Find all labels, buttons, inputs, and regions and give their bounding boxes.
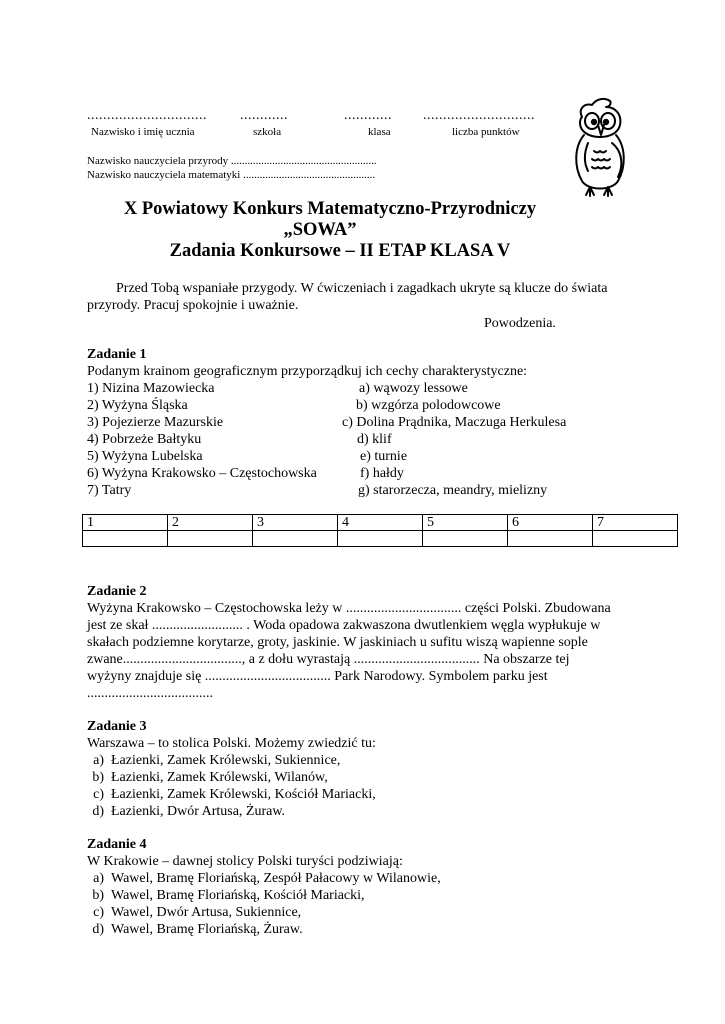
class-label: klasa — [368, 126, 391, 138]
list-item[interactable]: d) Wawel, Bramę Floriańską, Żuraw. — [92, 922, 303, 937]
answer-cell[interactable] — [593, 531, 678, 547]
table-header-cell: 6 — [508, 515, 593, 531]
list-item[interactable]: a) Wawel, Bramę Floriańską, Zespół Pałacowy w Wilanowie, — [93, 871, 441, 886]
task3-question: Warszawa – to stolica Polski. Możemy zwiedzić tu: — [87, 736, 376, 751]
school-blank: ............ — [240, 108, 288, 123]
intro-line-2: przyrody. Pracuj spokojnie i uważnie. — [87, 298, 299, 313]
task2-line: wyżyny znajduje się .................................... Park Narodowy. Symbolem parku jest — [87, 669, 548, 684]
list-item[interactable]: c) Wawel, Dwór Artusa, Sukiennice, — [93, 905, 302, 920]
feature-item: g) starorzecza, meandry, mielizny — [358, 483, 548, 498]
region-item: 3) Pojezierze Mazurskie — [87, 415, 224, 430]
feature-item: a) wąwozy lessowe — [359, 381, 468, 396]
answer-cell[interactable] — [83, 531, 168, 547]
table-row — [83, 531, 678, 547]
student-name-blank: .............................. — [87, 108, 207, 123]
task1-heading: Zadanie 1 — [87, 347, 147, 362]
task2-line: .................................... — [87, 686, 213, 701]
list-item[interactable]: b) Łazienki, Zamek Królewski, Wilanów, — [92, 770, 328, 785]
task2-heading: Zadanie 2 — [87, 584, 147, 599]
table-header-cell: 3 — [253, 515, 338, 531]
region-item: 2) Wyżyna Śląska — [87, 398, 188, 413]
task2-line: skałach podziemne korytarze, groty, jaskinie. W jaskiniach u sufitu wiszą wapienne sople — [87, 635, 588, 650]
contest-name: „SOWA” — [283, 220, 357, 240]
list-item[interactable]: c) Łazienki, Zamek Królewski, Kościół Mariacki, — [93, 787, 376, 802]
intro-line-1: Przed Tobą wspaniałe przygody. W ćwiczeniach i zagadkach ukryte są klucze do świata — [116, 281, 608, 296]
region-item: 4) Pobrzeże Bałtyku — [87, 432, 202, 447]
teacher-science-line: Nazwisko nauczyciela przyrody ..................................................... — [87, 155, 377, 167]
table-header-cell: 1 — [83, 515, 168, 531]
task4-heading: Zadanie 4 — [87, 837, 147, 852]
table-header-cell: 4 — [338, 515, 423, 531]
table-header-cell: 2 — [168, 515, 253, 531]
feature-item: b) wzgórza polodowcowe — [356, 398, 501, 413]
contest-title: X Powiatowy Konkurs Matematyczno-Przyrodniczy — [123, 199, 537, 219]
points-blank: ............................ — [423, 108, 535, 123]
task2-line: Wyżyna Krakowsko – Częstochowska leży w ................................. części Polski. Zbudowana — [87, 601, 611, 616]
answer-cell[interactable] — [338, 531, 423, 547]
answer-table — [82, 514, 678, 547]
feature-item: d) klif — [357, 432, 392, 447]
task2-line: jest ze skał .......................... . Woda opadowa zakwaszona dwutlenkiem węgla wypłukuje w — [87, 618, 601, 633]
feature-item: c) Dolina Prądnika, Maczuga Herkulesa — [342, 415, 567, 430]
owl-icon — [560, 95, 640, 205]
region-item: 5) Wyżyna Lubelska — [87, 449, 203, 464]
student-name-label: Nazwisko i imię ucznia — [91, 126, 195, 138]
feature-item: f) hałdy — [360, 466, 404, 481]
task4-question: W Krakowie – dawnej stolicy Polski turyści podziwiają: — [87, 854, 403, 869]
task1-regions — [87, 380, 317, 499]
task1-features — [342, 380, 567, 499]
task4-options — [82, 870, 441, 938]
answer-cell[interactable] — [508, 531, 593, 547]
teacher-math-line: Nazwisko nauczyciela matematyki ................................................ — [87, 169, 376, 181]
region-item: 1) Nizina Mazowiecka — [87, 381, 215, 396]
list-item[interactable]: b) Wawel, Bramę Floriańską, Kościół Mariacki, — [92, 888, 365, 903]
answer-cell[interactable] — [253, 531, 338, 547]
intro-closing: Powodzenia. — [484, 316, 556, 331]
stage-title: Zadania Konkursowe – II ETAP KLASA V — [169, 241, 511, 261]
task2-line: zwane.................................., a z dołu wyrastają .................................... Na obszarze tej — [87, 652, 570, 667]
region-item: 6) Wyżyna Krakowsko – Częstochowska — [87, 466, 317, 481]
task3-options — [82, 752, 376, 820]
task3-heading: Zadanie 3 — [87, 719, 147, 734]
answer-cell[interactable] — [423, 531, 508, 547]
region-item: 7) Tatry — [87, 483, 132, 498]
answer-cell[interactable] — [168, 531, 253, 547]
list-item[interactable]: d) Łazienki, Dwór Artusa, Żuraw. — [92, 804, 286, 819]
table-header-cell: 7 — [593, 515, 678, 531]
table-row — [83, 515, 678, 531]
task2-text — [87, 600, 611, 702]
class-blank: ............ — [344, 108, 392, 123]
points-label: liczba punktów — [452, 126, 520, 138]
school-label: szkoła — [253, 126, 282, 138]
task1-instruction: Podanym krainom geograficznym przyporządkuj ich cechy charakterystyczne: — [87, 364, 528, 379]
list-item[interactable]: a) Łazienki, Zamek Królewski, Sukiennice, — [93, 753, 341, 768]
feature-item: e) turnie — [360, 449, 408, 464]
table-header-cell: 5 — [423, 515, 508, 531]
